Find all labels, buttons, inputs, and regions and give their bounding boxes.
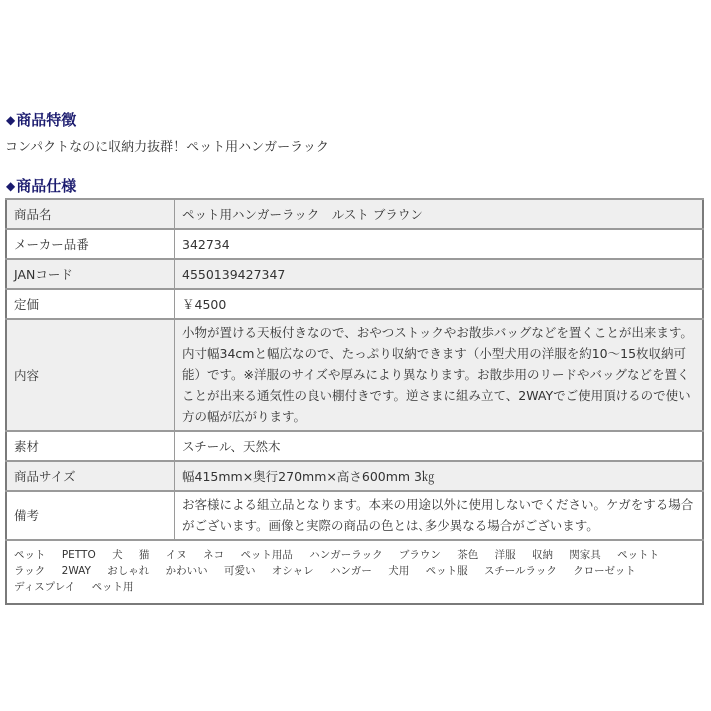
row-value-material: スチール、天然木 xyxy=(175,431,704,461)
table-row xyxy=(6,461,703,491)
keyword-tag: おしゃれ xyxy=(107,565,150,577)
keyword-tag: 収納 xyxy=(531,549,553,561)
table-row xyxy=(6,289,703,319)
row-label-product-name: 商品名 xyxy=(6,199,175,229)
row-value-size: 幅415mm×奥行270mm×高さ600mm 3㎏ xyxy=(175,461,704,491)
keyword-tag: 関家具 xyxy=(569,549,601,561)
keyword-tag: クローゼット xyxy=(573,565,636,577)
keyword-tag: ラック xyxy=(14,565,46,577)
spec-heading-text: 商品仕様 xyxy=(16,177,77,195)
keyword-tag: ブラウン xyxy=(398,549,441,561)
keyword-tag: ペット用 xyxy=(91,581,134,593)
table-row xyxy=(6,229,703,259)
row-label-size: 商品サイズ xyxy=(6,461,175,491)
keyword-tag: ハンガーラック xyxy=(309,549,383,561)
row-value-description: 小物が置ける天板付きなので、おやつストックやお散歩バッグなどを置くことが出来ます。内寸幅34cmと幅広なので、たっぷり収納できます（小型犬用の洋服を約10～15枚収納可能）です。※洋服のサイズや厚みにより異なります。お散歩用のリードやバッグなどを置くことが出来る通気性の良い棚付きです。逆さまに組み立て、2WAYでご使用頂けるので使い方の幅が広がります。 xyxy=(175,319,704,431)
keyword-tag: 猫 xyxy=(138,549,150,561)
table-row xyxy=(6,431,703,461)
keyword-tag: ペットト xyxy=(617,549,660,561)
features-text: コンパクトなのに収納力抜群！ペット用ハンガーラック xyxy=(5,140,329,155)
row-value-notes: お客様による組立品となります。本来の用途以外に使用しないでください。ケガをする場合がございます。画像と実際の商品の色とは､多少異なる場合がございます。 xyxy=(175,491,704,540)
keywords-cell xyxy=(6,540,703,604)
table-row xyxy=(6,199,703,229)
row-value-maker-number: 342734 xyxy=(175,229,704,259)
keyword-tag: ペット xyxy=(14,549,46,561)
keyword-list xyxy=(14,547,695,595)
keyword-tag: オシャレ xyxy=(271,565,314,577)
keyword-tag: 洋服 xyxy=(494,549,516,561)
keyword-tag: 犬用 xyxy=(388,565,410,577)
row-label-price: 定価 xyxy=(6,289,175,319)
row-value-jan-code: 4550139427347 xyxy=(175,259,704,289)
features-heading xyxy=(6,110,76,130)
row-value-product-name: ペット用ハンガーラック ルスト ブラウン xyxy=(175,199,704,229)
keyword-tag: 2WAY xyxy=(61,565,91,577)
keyword-tag: かわいい xyxy=(165,565,208,577)
row-label-maker-number: メーカー品番 xyxy=(6,229,175,259)
keyword-tag: スチールラック xyxy=(483,565,557,577)
keyword-tag: PETTO xyxy=(61,549,96,561)
row-label-description: 内容 xyxy=(6,319,175,431)
keyword-tag: ペット用品 xyxy=(240,549,293,561)
keyword-tag: 犬 xyxy=(112,549,123,561)
table-row-keywords xyxy=(6,540,703,604)
keyword-tag: ペット服 xyxy=(425,565,468,577)
keyword-tag: 茶色 xyxy=(457,549,479,561)
keyword-tag: イヌ xyxy=(165,549,187,561)
row-label-material: 素材 xyxy=(6,431,175,461)
table-row xyxy=(6,491,703,540)
diamond-icon: ◆ xyxy=(6,179,16,193)
features-heading-text: 商品特徴 xyxy=(16,111,77,129)
diamond-icon: ◆ xyxy=(6,113,16,127)
spec-table xyxy=(5,198,704,605)
spec-heading xyxy=(6,176,76,196)
table-row xyxy=(6,319,703,431)
row-label-jan-code: JANコード xyxy=(6,259,175,289)
keyword-tag: ネコ xyxy=(203,549,225,561)
keyword-tag: ハンガー xyxy=(329,565,372,577)
row-label-notes: 備考 xyxy=(6,491,175,540)
keyword-tag: 可愛い xyxy=(223,565,256,577)
keyword-tag: ディスプレイ xyxy=(14,581,76,593)
row-value-price: ￥4500 xyxy=(175,289,704,319)
table-row xyxy=(6,259,703,289)
